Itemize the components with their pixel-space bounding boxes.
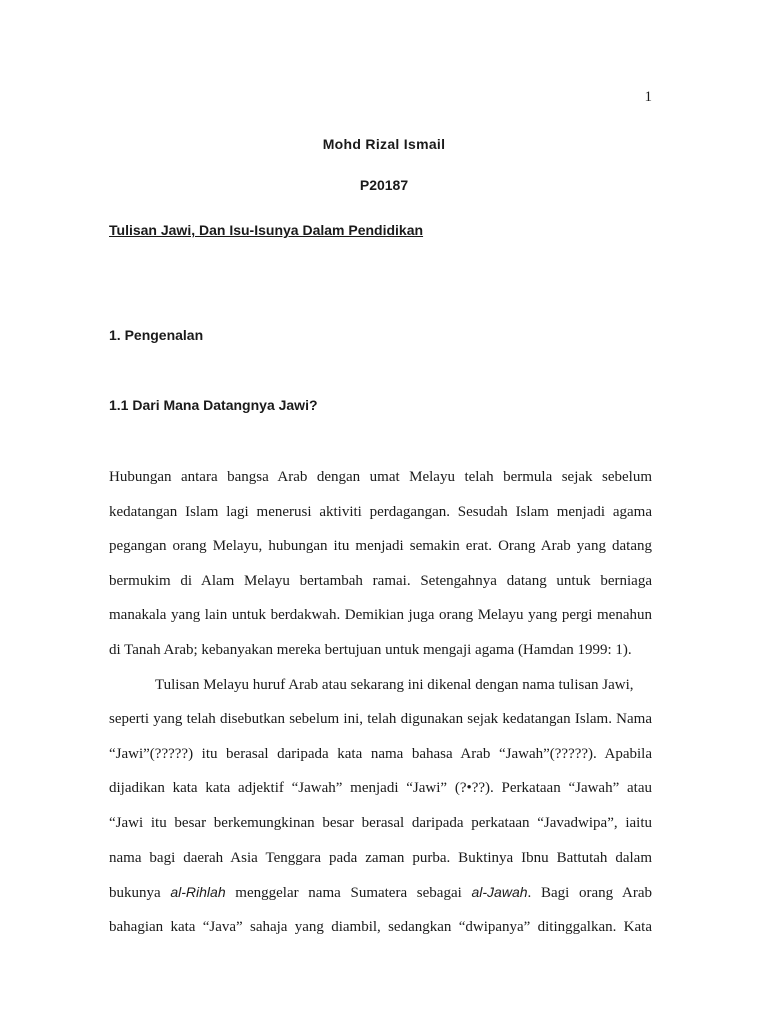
text-segment: . Bagi orang Arab (527, 885, 652, 902)
text-segment: bukunya (109, 885, 171, 902)
paragraph-line: Hubungan antara bangsa Arab dengan umat Melayu telah bermula sejak sebelum (109, 469, 652, 485)
book-title-rihlah: al-Rihlah (170, 884, 226, 901)
paragraph-line: pegangan orang Melayu, hubungan itu menjadi semakin erat. Orang Arab yang datang (109, 538, 652, 555)
subsection-heading: 1.1 Dari Mana Datangnya Jawi? (109, 397, 318, 413)
author-name: Mohd Rizal Ismail (322, 136, 446, 152)
paragraph-line: di Tanah Arab; kebanyakan mereka bertujuan untuk mengaji agama (Hamdan 1999: 1). (109, 641, 632, 658)
paragraph-line: seperti yang telah disebutkan sebelum ini, telah digunakan sejak kedatangan Islam. Nama (109, 711, 652, 728)
body-text (109, 460, 652, 944)
paragraph-line: “Jawi”(?????) itu berasal daripada kata nama bahasa Arab “Jawah”(?????). Apabila (109, 745, 652, 762)
paragraph-line-mixed (109, 875, 652, 910)
paragraph-line: Tulisan Melayu huruf Arab atau sekarang ini dikenal dengan nama tulisan Jawi, (155, 676, 634, 693)
paragraph-line: bermukim di Alam Melayu bertambah ramai. Setengahnya datang untuk berniaga (109, 572, 652, 589)
page-number: 1 (644, 89, 652, 105)
paragraph-line: “Jawi itu besar berkemungkinan besar berasal daripada perkataan “Javadwipa”, iaitu (109, 814, 652, 831)
paragraph-line: dijadikan kata kata adjektif “Jawah” menjadi “Jawi” (?•??). Perkataan “Jawah” atau (109, 780, 652, 797)
document-title: Tulisan Jawi, Dan Isu-Isunya Dalam Pendidikan (109, 222, 424, 238)
paragraph-line: kedatangan Islam lagi menerusi aktiviti perdagangan. Sesudah Islam menjadi agama (109, 503, 652, 520)
text-segment: menggelar nama Sumatera sebagai (225, 885, 472, 902)
student-id: P20187 (359, 177, 409, 193)
paragraph-line: manakala yang lain untuk berdakwah. Demikian juga orang Melayu yang pergi menahun (109, 607, 652, 624)
paragraph-line: nama bagi daerah Asia Tenggara pada zaman purba. Buktinya Ibnu Battutah dalam (109, 849, 652, 866)
term-al-jawah: al-Jawah (471, 884, 528, 901)
paragraph-line: bahagian kata “Java” sahaja yang diambil, sedangkan “dwipanya” ditinggalkan. Kata (109, 918, 652, 935)
section-heading: 1. Pengenalan (109, 327, 204, 343)
